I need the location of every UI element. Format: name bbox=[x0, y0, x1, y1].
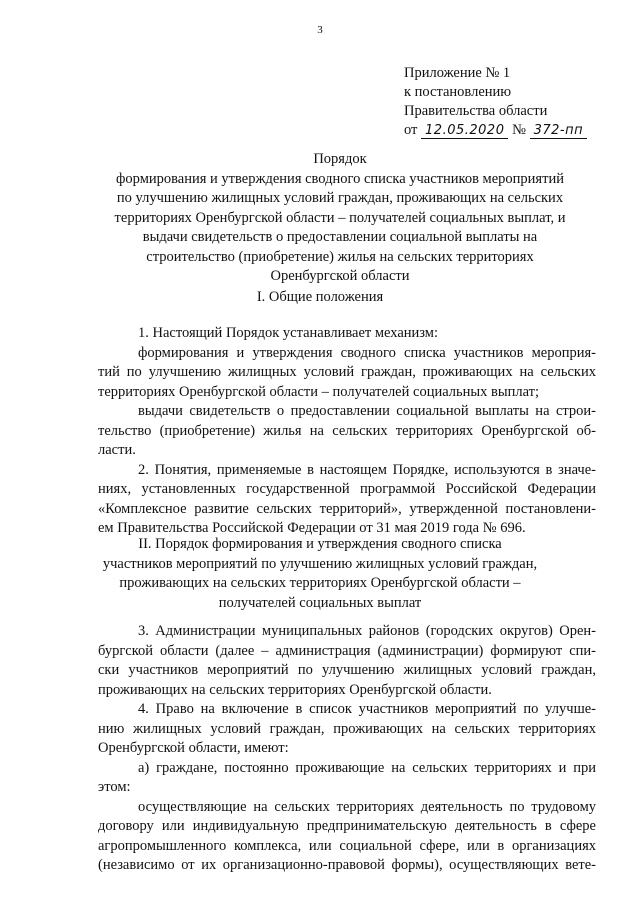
paragraph-line: выдачи свидетельств о предоставлении социальной выплаты на строи- bbox=[138, 403, 596, 419]
paragraph-line: ски участников мероприятий по улучшению жилищных условий граждан, bbox=[98, 662, 596, 678]
paragraph-line: агропромышленного комплекса, или социальной сфере, или в организациях bbox=[98, 837, 596, 854]
appendix-line2: к постановлению bbox=[404, 84, 512, 100]
paragraph-line: 4. Право на включение в список участников мероприятий по улучше- bbox=[138, 701, 596, 717]
title-line: Оренбургской области bbox=[270, 268, 410, 284]
handwritten-number: 372-пп bbox=[530, 123, 588, 139]
appendix-date-line bbox=[404, 121, 587, 140]
paragraph-line: бургской области (далее – администрация (администрации) формируют спи- bbox=[98, 642, 596, 659]
paragraph-line: ем Правительства Российской Федерации от 31 мая 2019 года № 696. bbox=[98, 520, 526, 536]
paragraph-line: проживающих на сельских территориях Оренбургской области. bbox=[98, 681, 492, 698]
title-line: территориях Оренбургской области – получателей социальных выплат, и bbox=[114, 209, 566, 226]
paragraph-line: 2. Понятия, применяемые в настоящем Порядке, используются в значе- bbox=[138, 461, 596, 478]
title-line: строительство (приобретение) жилья на сельских территориях bbox=[146, 248, 534, 265]
paragraph-line: (независимо от их организационно-правовой формы), осуществляющих вете- bbox=[98, 857, 596, 873]
appendix-line3: Правительства области bbox=[404, 103, 548, 119]
title-line: выдачи свидетельств о предоставлении социальной выплаты на bbox=[142, 229, 538, 245]
paragraph-line: осуществляющие на сельских территориях деятельность по трудовому bbox=[138, 798, 596, 815]
document-title bbox=[40, 150, 640, 287]
paragraph-line: тельство (приобретение) жилья на сельских территориях Оренбургской об- bbox=[98, 422, 596, 439]
paragraph-line: ниях, установленных государственной программой Российской Федерации bbox=[98, 481, 596, 497]
appendix-line1: Приложение № 1 bbox=[404, 65, 511, 81]
paragraph-line: территориях Оренбургской области – получателей социальных выплат; bbox=[98, 383, 540, 400]
date-prefix: от bbox=[404, 122, 418, 138]
title-heading: Порядок bbox=[313, 151, 367, 167]
page-number: 3 bbox=[317, 24, 323, 36]
paragraph-line: формирования и утверждения сводного списка участников мероприя- bbox=[138, 344, 596, 361]
section2-body bbox=[98, 622, 596, 876]
paragraph-line: договору или индивидуальную предпринимательскую деятельность в сфере bbox=[98, 818, 596, 834]
paragraph-line: Оренбургской области, имеют: bbox=[98, 740, 289, 756]
paragraph-line: ласти. bbox=[98, 442, 136, 458]
section2-heading-line: участников мероприятий по улучшению жилищных условий граждан, bbox=[102, 555, 538, 572]
paragraph-line: 3. Администрации муниципальных районов (городских округов) Орен- bbox=[138, 623, 596, 639]
section1-heading: I. Общие положения bbox=[256, 289, 384, 305]
title-line: формирования и утверждения сводного списка участников мероприятий bbox=[116, 170, 564, 187]
section2-heading bbox=[0, 535, 640, 613]
paragraph-line: нию жилищных условий граждан, проживающих на сельских территориях bbox=[98, 720, 596, 737]
number-prefix: № bbox=[512, 122, 526, 138]
handwritten-date: 12.05.2020 bbox=[421, 123, 508, 139]
section1-body bbox=[98, 324, 596, 539]
paragraph-line: «Комплексное развитие сельских территорий», утвержденной постановлени- bbox=[98, 500, 596, 517]
paragraph-line: 1. Настоящий Порядок устанавливает механизм: bbox=[138, 325, 439, 341]
appendix-block bbox=[404, 64, 587, 140]
title-line: по улучшению жилищных условий граждан, проживающих на сельских bbox=[116, 190, 564, 206]
paragraph-line: а) граждане, постоянно проживающие на сельских территориях и при bbox=[138, 759, 596, 776]
section2-heading-line: проживающих на сельских территориях Оренбургской области – bbox=[119, 575, 521, 591]
section2-heading-line: II. Порядок формирования и утверждения сводного списка bbox=[138, 536, 502, 552]
paragraph-line: этом: bbox=[98, 779, 131, 795]
paragraph-line: тий по улучшению жилищных условий граждан, проживающих на сельских bbox=[98, 364, 596, 380]
section2-heading-line: получателей социальных выплат bbox=[218, 594, 422, 611]
